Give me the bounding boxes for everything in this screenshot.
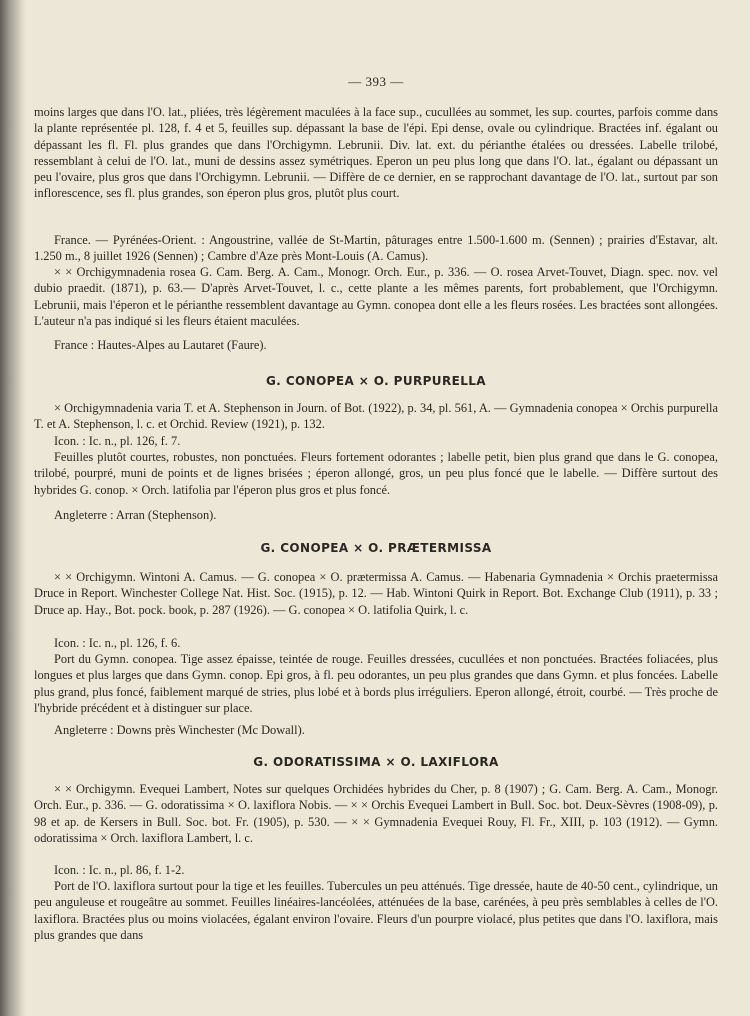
section1-icon-ref: Icon. : Ic. n., pl. 126, f. 7.	[54, 434, 181, 448]
intro-description-block	[34, 104, 718, 202]
section3-icon-block	[34, 862, 718, 878]
section2-icon-block	[34, 635, 718, 651]
section3-description: Port de l'O. laxiflora surtout pour la tige et les feuilles. Tubercules un peu atténués. Tige dressée, haute de 40-50 cent., cylindrique, un peu anguleuse et rougeâtre au sommet. Feuilles linéaires-lancéolées, atténuées de la base, carénées, à peu près semblables à celles de l'O. laxiflora. Bractées plus ou moins violacées, égalant environ l'ovaire. Fleurs d'un pourpre violacé, plus petites que dans l'O. laxiflora, mais plus grandes que dans	[34, 879, 718, 942]
section3-synonymy: × × Orchigymn. Evequei Lambert, Notes sur quelques Orchidées hybrides du Cher, p. 8 (1907) ; G. Cam. Berg. A. Cam., Monogr. Orch. Eur., p. 336. — G. odoratissima × O. laxiflora Nobis. — × × Orchis Evequei Lambert in Bull. Soc. bot. Deux-Sèvres (1908-09), p. 98 et ap. de Kersers in Bull. Soc. bot. Fr. (1905), p. 530. — × × Gymnadenia Evequei Rouy, Fl. Fr., XIII, p. 103 (1912). — Gymn. odoratissima × Orch. laxiflora Lambert, l. c.	[34, 782, 718, 845]
section1-description: Feuilles plutôt courtes, robustes, non ponctuées. Fleurs fortement odorantes ; labelle petit, bien plus grand que dans le G. conopea, trilobé, pourpré, muni de points et de lignes brisées ; éperon allongé, gros, un peu plus foncé que le labelle. — Diffère surtout des hybrides G. conop. × Orch. latifolia par l'éperon plus gros et plus foncé.	[34, 450, 718, 497]
page-number: — 393 —	[348, 74, 404, 89]
section2-description-block	[34, 651, 718, 716]
section3-icon-ref: Icon. : Ic. n., pl. 86, f. 1-2.	[54, 863, 185, 877]
section2-distribution-block	[34, 722, 718, 738]
section2-synonymy: × × Orchigymn. Wintoni A. Camus. — G. conopea × O. prætermissa A. Camus. — Habenaria Gymnadenia × Orchis praetermissa Druce in Report. Winchester College Nat. Hist. Soc. (1915), p. 12. — Hab. Wintoni Quirk in Report. Bot. Exchange Club (1911), p. 33 ; Druce ap. Hay., Bot. pock. book, p. 287 (1926). — G. conopea × O. latifolia Quirk, l. c.	[34, 570, 718, 617]
section2-synonymy-block	[34, 569, 718, 618]
intro-rosea-block	[34, 264, 718, 329]
scan-binding-shadow	[0, 0, 26, 1016]
section-heading-odoratissima-laxiflora: G. ODORATISSIMA × O. LAXIFLORA	[253, 755, 499, 769]
section3-description-block	[34, 878, 718, 943]
section2-distribution: Angleterre : Downs près Winchester (Mc Dowall).	[54, 723, 305, 737]
section3-synonymy-block	[34, 781, 718, 846]
intro-distribution-block	[34, 232, 718, 265]
section-heading-conopea-purpurella: G. CONOPEA × O. PURPURELLA	[266, 374, 486, 388]
section1-synonymy-block	[34, 400, 718, 433]
intro-rosea-entry: × × Orchigymnadenia rosea G. Cam. Berg. A. Cam., Monogr. Orch. Eur., p. 336. — O. rosea Arvet-Touvet, Diagn. spec. nov. vel dubio praedit. (1871), p. 63.— D'après Arvet-Touvet, l. c., cette plante a les mêmes parents, fort probablement, que l'Orchigymn. Lebrunii, mais l'éperon et le périanthe ressemblent davantage au Gymn. conopea dont elle a les fleurs rosées. Les bractées sont allongées. L'auteur n'a pas indiqué si les fleurs étaient maculées.	[34, 265, 718, 328]
section1-description-block	[34, 449, 718, 498]
section1-synonymy: × Orchigymnadenia varia T. et A. Stephenson in Journ. of Bot. (1922), p. 34, pl. 561, A. — Gymnadenia conopea × Orchis purpurella T. et A. Stephenson, l. c. et Orchid. Review (1921), p. 132.	[34, 401, 718, 432]
intro-distribution: France. — Pyrénées-Orient. : Angoustrine, vallée de St-Martin, pâturages entre 1.500-1.600 m. (Sennen) ; prairies d'Estavar, alt. 1.250 m., 8 juillet 1926 (Sennen) ; Cambre d'Aze près Mont-Louis (A. Camus).	[34, 233, 718, 264]
intro-rosea-distribution: France : Hautes-Alpes au Lautaret (Faure).	[54, 338, 267, 352]
intro-description: moins larges que dans l'O. lat., pliées, très légèrement maculées à la face sup., cucullées au sommet, les sup. courtes, parfois comme dans la plante représentée pl. 128, f. 4 et 5, feuilles sup. dépassant la base de l'épi. Epi dense, ovale ou cylindrique. Bractées inf. égalant ou dépassant les fl. Fl. plus grandes que dans l'Orchigymn. Lebrunii. Div. lat. ext. du périanthe étalées ou dressées. Labelle trilobé, ressemblant à celui de l'O. lat., muni de dessins assez symétriques. Eperon un peu plus long que dans l'O. lat., égalant ou dépassant un peu l'ovaire, plus gros que dans l'Orchigymn. Lebrunii. — Diffère de ce dernier, en se rapprochant davantage de l'O. lat., surtout par son inflorescence, ses fl. plus grandes, son éperon plus gros, plutôt plus court.	[34, 105, 718, 201]
section1-distribution: Angleterre : Arran (Stephenson).	[54, 508, 217, 522]
section2-description: Port du Gymn. conopea. Tige assez épaisse, teintée de rouge. Feuilles dressées, cucullées et non ponctuées. Bractées foliacées, plus longues et plus larges que dans Gymn. conop. Epi gros, à fl. peu odorantes, un peu plus grandes que dans Gymn. et plus foncées. Labelle plus grand, plus foncé, faiblement marqué de stries, plus lobé et à bords plus irréguliers. Eperon allongé, étroit, courbé. — Très proche de l'hybride précédent et à distinguer sur place.	[34, 652, 718, 715]
section1-icon-block	[34, 433, 718, 449]
section1-distribution-block	[34, 507, 718, 523]
section2-icon-ref: Icon. : Ic. n., pl. 126, f. 6.	[54, 636, 181, 650]
intro-rosea-distribution-block	[34, 337, 718, 353]
section-heading-conopea-praetermissa: G. CONOPEA × O. PRÆTERMISSA	[260, 541, 492, 555]
